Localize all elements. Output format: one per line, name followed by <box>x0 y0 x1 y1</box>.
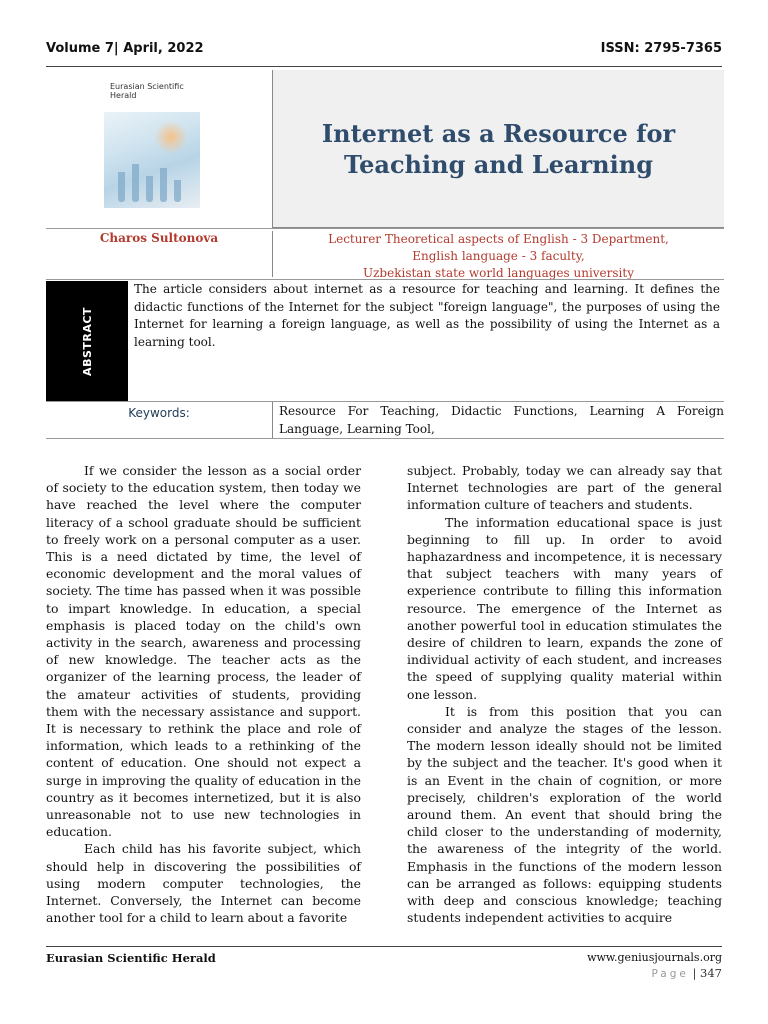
body-paragraph: The information educational space is just beginning to fill up. In order to avoid haphazardness and incompetence, it is necessary that subject teachers with many years of experience contribute to filling this information resource. The emergence of the Internet as another powerful tool in education stimulates the desire of children to learn, expands the zone of individual activity of each student, and increases the speed of supplying quality material within one lesson. <box>407 514 722 702</box>
body-paragraph: Each child has his favorite subject, which should help in discovering the possibilities of using modern computer technologies, the Internet. Conversely, the Internet can become another tool for a child to learn about a favorite <box>46 841 361 926</box>
keywords-text: Resource For Teaching, Didactic Functions, Learning A Foreign Language, Learning Tool, <box>272 402 724 438</box>
title-bottom-rule <box>46 228 724 229</box>
footer-journal-name: Eurasian Scientific Herald <box>46 951 216 965</box>
test-tube <box>146 176 153 202</box>
affiliation-line: Lecturer Theoretical aspects of English - 3 Department, <box>328 232 669 246</box>
test-tube <box>160 168 167 202</box>
cover-journal-title: Eurasian Scientific Herald <box>110 82 184 100</box>
header-rule <box>46 66 722 67</box>
keywords-label: Keywords: <box>128 406 190 420</box>
page-number: | 347 <box>692 966 722 980</box>
affiliation-line: Uzbekistan state world languages university <box>363 266 634 280</box>
body-paragraph: It is from this position that you can consider and analyze the stages of the lesson. The modern lesson ideally should not be limited by the subject and the teacher. It's good when it is an Event in the chain of cognition, or more precisely, children's exploration of the world around them. An event that should bring the child closer to the understanding of modernity, the awareness of the integrity of the world. Emphasis in the functions of the modern lesson can be arranged as follows: equipping students with deep and conscious knowledge; teaching students independent activities to acquire <box>407 703 722 926</box>
article-title: Internet as a Resource for Teaching and Learning <box>321 118 676 179</box>
issn: ISSN: 2795-7365 <box>600 41 722 56</box>
body-column-left <box>46 462 361 926</box>
footer-rule <box>46 946 722 947</box>
abstract-label-box <box>46 281 128 401</box>
abstract-text: The article considers about internet as a resource for teaching and learning. It defines the didactic functions of the Internet for the subject "foreign language", the purposes of using the Internet for learning a foreign language, as well as the possibility of using the Internet as a learning tool. <box>134 282 720 349</box>
page-label: Page <box>651 968 689 980</box>
body-column-right <box>407 462 722 926</box>
running-header <box>46 41 722 61</box>
test-tube <box>118 172 125 202</box>
author-affiliation <box>272 231 724 280</box>
abstract-label: ABSTRACT <box>80 306 94 376</box>
test-tube <box>132 164 139 202</box>
cover-light-glow <box>154 120 188 154</box>
volume-info: Volume 7| April, 2022 <box>46 41 204 56</box>
journal-cover-image <box>104 80 200 208</box>
cover-lab-photo <box>104 112 200 208</box>
body-paragraph: If we consider the lesson as a social order of society to the education system, then today we have reached the level where the computer literacy of a school graduate should be sufficient to freely work on a personal computer as a user. This is a need dictated by time, the level of economic development and the moral values of society. The time has passed when it was possible to impart knowledge. In education, a special emphasis is placed today on the child's own activity in the search, awareness and processing of new knowledge. The teacher acts as the organizer of the learning process, the leader of the amateur activities of students, providing them with the necessary assistance and support. It is necessary to rethink the place and role of information, which leads to a rethinking of the content of education. One should not expect a surge in improving the quality of education in the country as it becomes internetized, but it is also unreasonable not to use new technologies in education. <box>46 463 361 840</box>
author-name: Charos Sultonova <box>99 231 219 245</box>
footer-website: www.geniusjournals.org <box>587 951 722 964</box>
title-cell <box>272 70 724 228</box>
body-paragraph: subject. Probably, today we can already say that Internet technologies are part of the general information culture of teachers and students. <box>407 463 722 513</box>
keywords-bottom-rule <box>46 438 724 439</box>
affiliation-line: English language - 3 faculty, <box>412 249 585 263</box>
author-bottom-rule <box>46 279 724 280</box>
test-tube <box>174 180 181 202</box>
page-number-line <box>651 966 722 980</box>
